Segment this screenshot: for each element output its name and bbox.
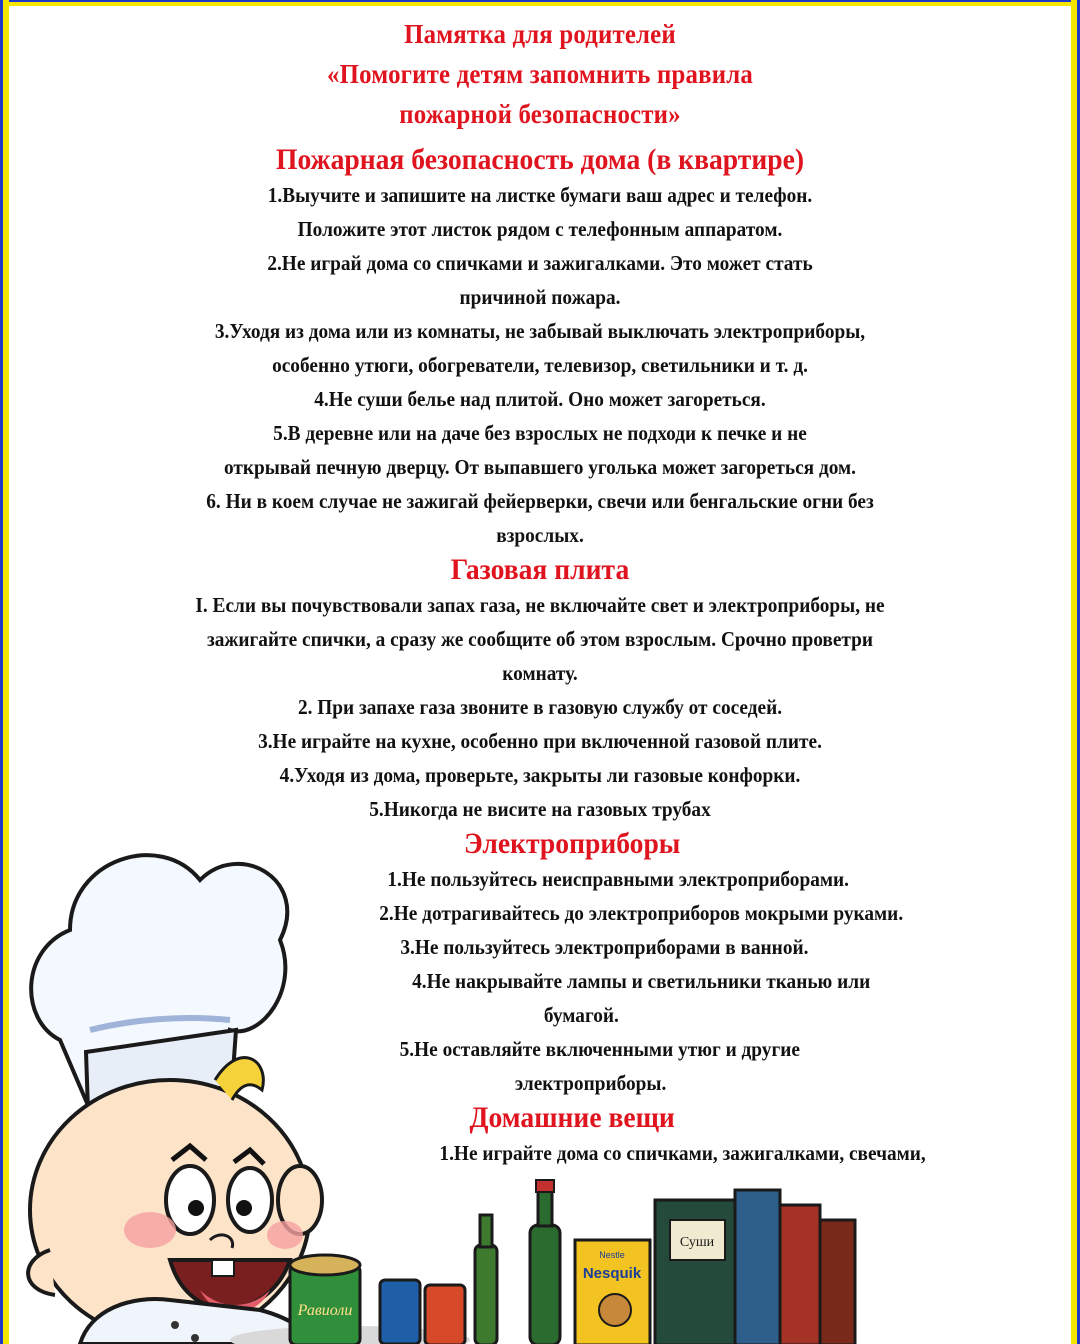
- rule-line: особенно утюги, обогреватели, телевизор, светильники и т. д.: [272, 353, 808, 377]
- rule-line: 1.Не пользуйтесь неисправными электроприборами.: [387, 867, 849, 891]
- rule-line: 1.Не играйте дома со спичками, зажигалками, свечами,: [439, 1141, 926, 1165]
- frame-right: [1071, 0, 1080, 1344]
- section-heading-household: Домашние вещи: [469, 1101, 675, 1134]
- rule-line: 5.Не оставляйте включенными утюг и другие: [399, 1037, 800, 1061]
- section-heading-electric: Электроприборы: [464, 827, 681, 860]
- rule-line: электроприборы.: [514, 1071, 667, 1095]
- rule-line: 1.Выучите и запишите на листке бумаги ваш адрес и телефон.: [267, 183, 813, 207]
- rule-line: 5.В деревне или на даче без взрослых не подходи к печке и не: [273, 421, 807, 445]
- rule-line: 6. Ни в коем случае не зажигай фейерверки, свечи или бенгальские огни без: [206, 489, 874, 513]
- rule-line: открывай печную дверцу. От выпавшего уголька может загореться дом.: [223, 455, 857, 479]
- box-brand-label: Nesquik: [582, 1265, 642, 1282]
- title-line-2: «Помогите детям запомнить правила: [327, 59, 753, 89]
- rule-line: Положите этот листок рядом с телефонным аппаратом.: [297, 217, 783, 241]
- title-line-1: Памятка для родителей: [404, 19, 676, 49]
- rule-line: 4.Не накрывайте лампы и светильники тканью или: [412, 969, 871, 993]
- section-heading-home: Пожарная безопасность дома (в квартире): [275, 143, 805, 176]
- rule-line: I. Если вы почувствовали запах газа, не включайте свет и электроприборы, не: [195, 593, 885, 617]
- kitchen-illustration: [230, 1170, 870, 1344]
- rule-line: 3.Уходя из дома или из комнаты, не забывай выключать электроприборы,: [214, 319, 866, 343]
- rule-line: 3.Не играйте на кухне, особенно при включенной газовой плите.: [258, 729, 822, 753]
- rule-line: комнату.: [502, 661, 578, 685]
- rule-line: бумагой.: [543, 1003, 619, 1027]
- title-line-3: пожарной безопасности»: [399, 99, 681, 129]
- rule-line: 5.Никогда не висите на газовых трубах: [369, 797, 711, 821]
- rule-line: 4.Не суши белье над плитой. Оно может загореться.: [314, 387, 766, 411]
- rule-line: зажигайте спички, а сразу же сообщите об этом взрослым. Срочно проветри: [206, 627, 874, 651]
- section-heading-gas: Газовая плита: [450, 553, 630, 586]
- rule-line: взрослых.: [496, 523, 584, 547]
- rule-line: 2. При запахе газа звоните в газовую службу от соседей.: [297, 695, 783, 719]
- rule-line: 3.Не пользуйтесь электроприборами в ванной.: [400, 935, 809, 959]
- rule-line: 2.Не дотрагивайтесь до электроприборов мокрыми руками.: [379, 901, 904, 925]
- rule-line: 2.Не играй дома со спичками и зажигалками. Это может стать: [267, 251, 813, 275]
- box-small-label: Nestle: [599, 1250, 625, 1260]
- can-label: Равиоли: [297, 1302, 353, 1319]
- rule-line: 4.Уходя из дома, проверьте, закрыты ли газовые конфорки.: [279, 763, 801, 787]
- rule-line: причиной пожара.: [459, 285, 621, 309]
- frame-top: [0, 0, 1080, 6]
- book-title-label: Суши: [679, 1235, 715, 1250]
